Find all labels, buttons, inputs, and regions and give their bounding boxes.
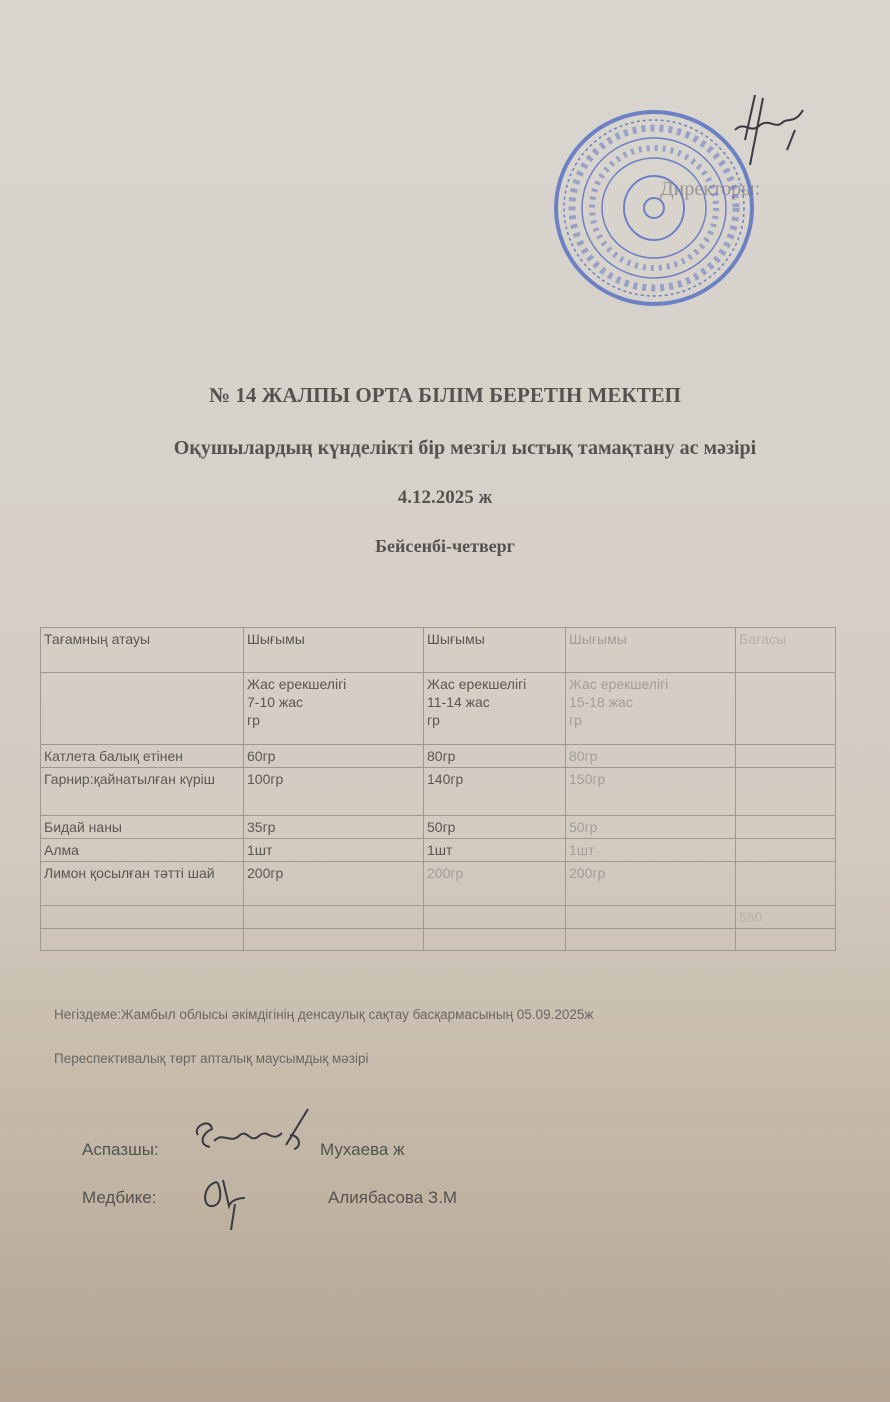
header-cell: Шығымы [244, 628, 424, 673]
menu-table [40, 627, 836, 951]
age-group-row [41, 673, 836, 745]
basis-note: Негіздеме:Жамбыл облысы әкімдігінің денсаулық сақтау басқармасының 05.09.2025ж [54, 1007, 594, 1022]
age-group-cell: Жас ерекшелігі 7-10 жас гр [244, 673, 424, 745]
table-row: Катлета балық етінен 60гр 80гр 80гр [41, 745, 836, 768]
menu-note: Переспективалық төрт апталық маусымдық мәзірі [54, 1051, 369, 1066]
nurse-label: Медбике: [82, 1188, 157, 1207]
header-cell: Шығымы [424, 628, 566, 673]
director-label: Директоры: [660, 178, 761, 200]
nurse-name: Алиябасова З.М [328, 1188, 458, 1207]
menu-subtitle: Оқушылардың күнделікті бір мезгіл ыстық тамақтану ас мәзірі [173, 437, 757, 459]
table-row: Бидай наны 35гр 50гр 50гр [41, 816, 836, 839]
total-row [41, 906, 836, 929]
nurse-signature [195, 1170, 265, 1235]
cook-label: Аспазшы: [82, 1140, 159, 1159]
table-row: Гарнир:қайнатылған күріш 100гр 140гр 150гр [41, 768, 836, 816]
menu-date: 4.12.2025 ж [397, 487, 493, 508]
table-row: Лимон қосылған тәтті шай 200гр 200гр 200гр [41, 862, 836, 906]
age-group-cell: Жас ерекшелігі 15-18 жас гр [566, 673, 736, 745]
table-header-row [41, 628, 836, 673]
cook-name: Мухаева ж [320, 1140, 405, 1159]
weekday: Бейсенбі-четверг [375, 536, 515, 556]
header-cell: Бағасы [736, 628, 836, 673]
school-name: № 14 ЖАЛПЫ ОРТА БІЛІМ БЕРЕТІН МЕКТЕП [208, 383, 682, 407]
total-price: 550 [736, 906, 836, 929]
age-group-cell: Жас ерекшелігі 11-14 жас гр [424, 673, 566, 745]
director-signature [725, 90, 815, 170]
table-row: Алма 1шт 1шт 1шт [41, 839, 836, 862]
header-cell: Тағамның атауы [41, 628, 244, 673]
header-cell: Шығымы [566, 628, 736, 673]
cook-signature [190, 1105, 320, 1165]
